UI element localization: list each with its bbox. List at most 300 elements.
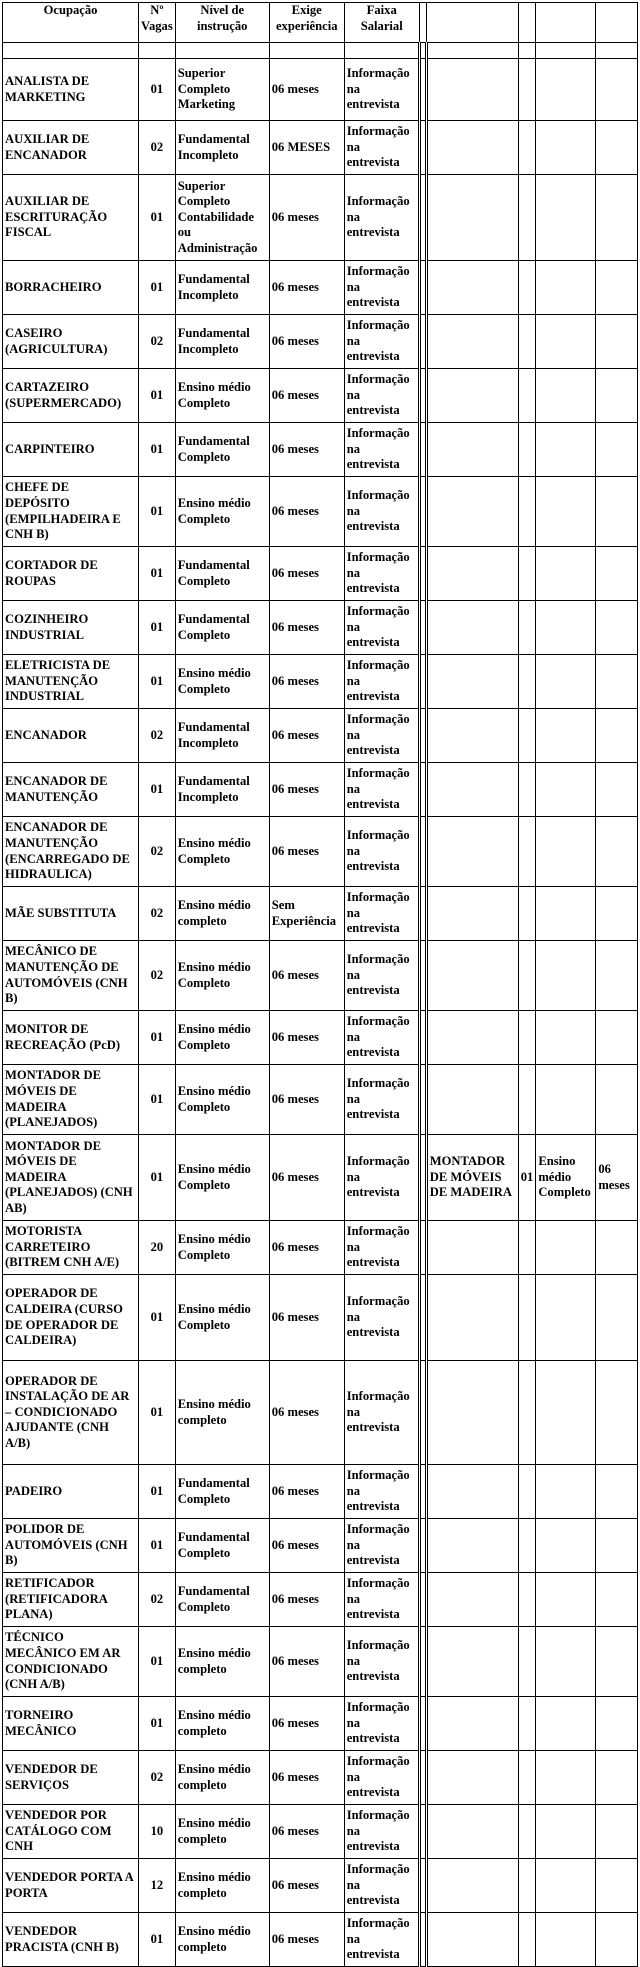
cell-faixa: Informação na entrevista — [344, 175, 419, 261]
cell-gap — [419, 1465, 426, 1519]
cell-vagas: 01 — [139, 1361, 176, 1465]
extra-cell-ocupacao — [426, 1859, 518, 1913]
extra-cell-experiencia — [596, 941, 638, 1011]
cell-vagas: 01 — [139, 1011, 176, 1065]
header-blank — [596, 3, 638, 43]
extra-cell-vagas — [518, 1275, 536, 1361]
table-row — [3, 941, 638, 1011]
table-row — [3, 1573, 638, 1627]
cell-experiencia: 06 meses — [269, 1519, 344, 1573]
extra-cell-experiencia — [596, 1751, 638, 1805]
cell-nivel: Ensino médio Completo — [175, 477, 269, 547]
cell-vagas: 02 — [139, 709, 176, 763]
spacer-cell — [3, 43, 139, 59]
cell-nivel: Ensino médio completo — [175, 1697, 269, 1751]
extra-cell-vagas — [518, 1697, 536, 1751]
extra-cell-ocupacao — [426, 1065, 518, 1135]
extra-cell-experiencia — [596, 1011, 638, 1065]
cell-experiencia: 06 MESES — [269, 121, 344, 175]
cell-experiencia: 06 meses — [269, 763, 344, 817]
extra-cell-ocupacao — [426, 1519, 518, 1573]
cell-nivel: Ensino médio Completo — [175, 1065, 269, 1135]
extra-cell-vagas — [518, 1573, 536, 1627]
cell-ocupacao: ENCANADOR DE MANUTENÇÃO — [3, 763, 139, 817]
extra-cell-ocupacao — [426, 1913, 518, 1967]
extra-cell-nivel — [536, 1697, 596, 1751]
extra-cell-experiencia — [596, 601, 638, 655]
table-header-row — [3, 3, 638, 43]
extra-cell-nivel — [536, 1913, 596, 1967]
cell-vagas: 01 — [139, 59, 176, 121]
extra-cell-experiencia — [596, 315, 638, 369]
cell-ocupacao: ELETRICISTA DE MANUTENÇÃO INDUSTRIAL — [3, 655, 139, 709]
extra-cell-vagas — [518, 817, 536, 887]
extra-cell-vagas — [518, 941, 536, 1011]
extra-cell-nivel — [536, 655, 596, 709]
extra-cell-experiencia — [596, 1627, 638, 1697]
table-row — [3, 477, 638, 547]
cell-gap — [419, 1859, 426, 1913]
extra-cell-vagas — [518, 1361, 536, 1465]
cell-gap — [419, 175, 426, 261]
cell-ocupacao: MONTADOR DE MÓVEIS DE MADEIRA (PLANEJADOS) (CNH AB) — [3, 1135, 139, 1221]
header-ocupacao: Ocupação — [3, 3, 139, 43]
cell-ocupacao: CARTAZEIRO (SUPERMERCADO) — [3, 369, 139, 423]
extra-cell-ocupacao — [426, 121, 518, 175]
cell-experiencia: Sem Experiência — [269, 887, 344, 941]
extra-cell-nivel — [536, 1361, 596, 1465]
cell-experiencia: 06 meses — [269, 709, 344, 763]
extra-cell-ocupacao — [426, 369, 518, 423]
extra-cell-nivel: Ensino médio Completo — [536, 1135, 596, 1221]
table-row — [3, 1135, 638, 1221]
cell-gap — [419, 261, 426, 315]
extra-cell-ocupacao — [426, 423, 518, 477]
cell-ocupacao: VENDEDOR DE SERVIÇOS — [3, 1751, 139, 1805]
extra-cell-ocupacao — [426, 547, 518, 601]
cell-nivel: Fundamental Completo — [175, 423, 269, 477]
extra-cell-vagas — [518, 601, 536, 655]
cell-vagas: 01 — [139, 547, 176, 601]
table-row — [3, 709, 638, 763]
cell-vagas: 20 — [139, 1221, 176, 1275]
extra-cell-vagas — [518, 261, 536, 315]
spacer-cell — [344, 43, 419, 59]
extra-cell-nivel — [536, 1065, 596, 1135]
cell-ocupacao: CASEIRO (AGRICULTURA) — [3, 315, 139, 369]
table-row — [3, 1221, 638, 1275]
cell-faixa: Informação na entrevista — [344, 369, 419, 423]
cell-experiencia: 06 meses — [269, 1135, 344, 1221]
extra-cell-ocupacao — [426, 1221, 518, 1275]
cell-nivel: Ensino médio Completo — [175, 1011, 269, 1065]
cell-ocupacao: ENCANADOR DE MANUTENÇÃO (ENCARREGADO DE HIDRAULICA) — [3, 817, 139, 887]
extra-cell-vagas — [518, 1065, 536, 1135]
table-row — [3, 1913, 638, 1967]
cell-vagas: 01 — [139, 1465, 176, 1519]
extra-cell-ocupacao — [426, 1275, 518, 1361]
cell-faixa: Informação na entrevista — [344, 601, 419, 655]
cell-ocupacao: OPERADOR DE INSTALAÇÃO DE AR – CONDICIONADO AJUDANTE (CNH A/B) — [3, 1361, 139, 1465]
extra-cell-nivel — [536, 1465, 596, 1519]
cell-ocupacao: POLIDOR DE AUTOMÓVEIS (CNH B) — [3, 1519, 139, 1573]
extra-cell-experiencia — [596, 1697, 638, 1751]
cell-faixa: Informação na entrevista — [344, 59, 419, 121]
cell-faixa: Informação na entrevista — [344, 121, 419, 175]
table-row — [3, 1361, 638, 1465]
cell-faixa: Informação na entrevista — [344, 1573, 419, 1627]
cell-nivel: Ensino médio Completo — [175, 817, 269, 887]
cell-experiencia: 06 meses — [269, 261, 344, 315]
header-blank — [518, 3, 536, 43]
extra-cell-vagas — [518, 1627, 536, 1697]
extra-cell-nivel — [536, 1519, 596, 1573]
extra-cell-nivel — [536, 1573, 596, 1627]
cell-gap — [419, 59, 426, 121]
table-row — [3, 817, 638, 887]
extra-cell-experiencia — [596, 59, 638, 121]
cell-gap — [419, 1275, 426, 1361]
cell-faixa: Informação na entrevista — [344, 1221, 419, 1275]
cell-ocupacao: CARPINTEIRO — [3, 423, 139, 477]
cell-ocupacao: AUXILIAR DE ENCANADOR — [3, 121, 139, 175]
extra-cell-ocupacao — [426, 763, 518, 817]
extra-cell-nivel — [536, 1751, 596, 1805]
cell-faixa: Informação na entrevista — [344, 1135, 419, 1221]
cell-gap — [419, 817, 426, 887]
cell-faixa: Informação na entrevista — [344, 1859, 419, 1913]
extra-cell-nivel — [536, 709, 596, 763]
cell-faixa: Informação na entrevista — [344, 423, 419, 477]
cell-vagas: 10 — [139, 1805, 176, 1859]
cell-faixa: Informação na entrevista — [344, 763, 419, 817]
cell-vagas: 01 — [139, 369, 176, 423]
extra-cell-experiencia — [596, 261, 638, 315]
cell-vagas: 02 — [139, 315, 176, 369]
extra-cell-ocupacao — [426, 477, 518, 547]
extra-cell-ocupacao — [426, 601, 518, 655]
cell-nivel: Ensino médio completo — [175, 1627, 269, 1697]
cell-gap — [419, 1221, 426, 1275]
extra-cell-vagas — [518, 369, 536, 423]
cell-nivel: Ensino médio completo — [175, 887, 269, 941]
cell-ocupacao: VENDEDOR POR CATÁLOGO COM CNH — [3, 1805, 139, 1859]
cell-experiencia: 06 meses — [269, 1573, 344, 1627]
cell-vagas: 01 — [139, 1065, 176, 1135]
extra-cell-experiencia — [596, 1221, 638, 1275]
extra-cell-experiencia — [596, 121, 638, 175]
cell-experiencia: 06 meses — [269, 1805, 344, 1859]
extra-cell-vagas — [518, 1011, 536, 1065]
extra-cell-experiencia — [596, 423, 638, 477]
extra-cell-nivel — [536, 261, 596, 315]
cell-gap — [419, 601, 426, 655]
cell-faixa: Informação na entrevista — [344, 1275, 419, 1361]
cell-experiencia: 06 meses — [269, 1751, 344, 1805]
extra-cell-vagas — [518, 547, 536, 601]
spacer-cell — [139, 43, 176, 59]
cell-nivel: Ensino médio completo — [175, 1859, 269, 1913]
table-row — [3, 315, 638, 369]
table-row — [3, 1805, 638, 1859]
extra-cell-nivel — [536, 1627, 596, 1697]
cell-gap — [419, 477, 426, 547]
table-row — [3, 59, 638, 121]
cell-ocupacao: MOTORISTA CARRETEIRO (BITREM CNH A/E) — [3, 1221, 139, 1275]
extra-cell-ocupacao — [426, 1697, 518, 1751]
cell-ocupacao: TÉCNICO MECÂNICO EM AR CONDICIONADO (CNH A/B) — [3, 1627, 139, 1697]
cell-ocupacao: VENDEDOR PORTA A PORTA — [3, 1859, 139, 1913]
table-row — [3, 121, 638, 175]
cell-experiencia: 06 meses — [269, 601, 344, 655]
cell-faixa: Informação na entrevista — [344, 1627, 419, 1697]
cell-nivel: Fundamental Completo — [175, 601, 269, 655]
cell-nivel: Ensino médio completo — [175, 1361, 269, 1465]
cell-ocupacao: TORNEIRO MECÂNICO — [3, 1697, 139, 1751]
cell-nivel: Fundamental Incompleto — [175, 709, 269, 763]
extra-cell-nivel — [536, 1011, 596, 1065]
cell-nivel: Ensino médio Completo — [175, 369, 269, 423]
spacer-cell — [269, 43, 344, 59]
cell-experiencia: 06 meses — [269, 941, 344, 1011]
spacer-cell — [536, 43, 596, 59]
cell-experiencia: 06 meses — [269, 1065, 344, 1135]
table-spacer-row — [3, 43, 638, 59]
extra-cell-ocupacao — [426, 1361, 518, 1465]
table-row — [3, 887, 638, 941]
table-row — [3, 1065, 638, 1135]
cell-gap — [419, 315, 426, 369]
cell-vagas: 01 — [139, 1913, 176, 1967]
extra-cell-vagas — [518, 887, 536, 941]
cell-nivel: Fundamental Completo — [175, 1519, 269, 1573]
spacer-cell — [175, 43, 269, 59]
extra-cell-nivel — [536, 887, 596, 941]
spacer-cell — [518, 43, 536, 59]
extra-cell-vagas — [518, 1913, 536, 1967]
cell-nivel: Superior Completo Contabilidade ou Administração — [175, 175, 269, 261]
header-experiencia: Exige experiência — [269, 3, 344, 43]
cell-faixa: Informação na entrevista — [344, 1519, 419, 1573]
cell-gap — [419, 1519, 426, 1573]
extra-cell-experiencia — [596, 547, 638, 601]
cell-gap — [419, 763, 426, 817]
cell-gap — [419, 121, 426, 175]
extra-cell-experiencia — [596, 887, 638, 941]
table-row — [3, 261, 638, 315]
cell-vagas: 01 — [139, 1627, 176, 1697]
spacer-cell — [419, 43, 426, 59]
cell-gap — [419, 547, 426, 601]
extra-cell-ocupacao — [426, 655, 518, 709]
cell-gap — [419, 887, 426, 941]
extra-cell-vagas — [518, 423, 536, 477]
cell-faixa: Informação na entrevista — [344, 1361, 419, 1465]
cell-vagas: 01 — [139, 175, 176, 261]
cell-vagas: 02 — [139, 817, 176, 887]
cell-gap — [419, 1135, 426, 1221]
cell-ocupacao: MECÂNICO DE MANUTENÇÃO DE AUTOMÓVEIS (CNH B) — [3, 941, 139, 1011]
cell-nivel: Fundamental Incompleto — [175, 763, 269, 817]
extra-cell-experiencia — [596, 1361, 638, 1465]
cell-experiencia: 06 meses — [269, 1275, 344, 1361]
spacer-cell — [596, 43, 638, 59]
extra-cell-nivel — [536, 1221, 596, 1275]
extra-cell-ocupacao — [426, 1751, 518, 1805]
extra-cell-ocupacao — [426, 315, 518, 369]
table-row — [3, 655, 638, 709]
cell-vagas: 01 — [139, 601, 176, 655]
cell-experiencia: 06 meses — [269, 1221, 344, 1275]
table-row — [3, 601, 638, 655]
cell-vagas: 01 — [139, 477, 176, 547]
cell-faixa: Informação na entrevista — [344, 1751, 419, 1805]
cell-nivel: Ensino médio completo — [175, 1805, 269, 1859]
cell-nivel: Ensino médio completo — [175, 1913, 269, 1967]
extra-cell-experiencia — [596, 709, 638, 763]
cell-experiencia: 06 meses — [269, 817, 344, 887]
extra-cell-experiencia — [596, 1275, 638, 1361]
extra-cell-vagas — [518, 59, 536, 121]
table-row — [3, 369, 638, 423]
header-blank — [426, 3, 518, 43]
header-blank — [419, 3, 426, 43]
extra-cell-ocupacao — [426, 1573, 518, 1627]
cell-nivel: Fundamental Incompleto — [175, 121, 269, 175]
extra-cell-nivel — [536, 817, 596, 887]
cell-experiencia: 06 meses — [269, 59, 344, 121]
extra-cell-experiencia — [596, 1065, 638, 1135]
extra-cell-nivel — [536, 175, 596, 261]
cell-gap — [419, 655, 426, 709]
extra-cell-vagas — [518, 1751, 536, 1805]
cell-faixa: Informação na entrevista — [344, 887, 419, 941]
extra-cell-ocupacao: MONTADOR DE MÓVEIS DE MADEIRA — [426, 1135, 518, 1221]
spacer-cell — [426, 43, 518, 59]
extra-cell-experiencia — [596, 1465, 638, 1519]
cell-ocupacao: MONITOR DE RECREAÇÃO (PcD) — [3, 1011, 139, 1065]
extra-cell-vagas — [518, 175, 536, 261]
cell-gap — [419, 1361, 426, 1465]
cell-experiencia: 06 meses — [269, 1011, 344, 1065]
cell-ocupacao: PADEIRO — [3, 1465, 139, 1519]
extra-cell-nivel — [536, 315, 596, 369]
extra-cell-experiencia — [596, 1913, 638, 1967]
cell-ocupacao: OPERADOR DE CALDEIRA (CURSO DE OPERADOR DE CALDEIRA) — [3, 1275, 139, 1361]
extra-cell-experiencia: 06 meses — [596, 1135, 638, 1221]
cell-gap — [419, 369, 426, 423]
header-nivel: Nível de instrução — [175, 3, 269, 43]
cell-experiencia: 06 meses — [269, 1465, 344, 1519]
cell-ocupacao: CORTADOR DE ROUPAS — [3, 547, 139, 601]
header-faixa: Faixa Salarial — [344, 3, 419, 43]
cell-experiencia: 06 meses — [269, 1859, 344, 1913]
extra-cell-vagas — [518, 477, 536, 547]
extra-cell-nivel — [536, 477, 596, 547]
extra-cell-ocupacao — [426, 1011, 518, 1065]
cell-experiencia: 06 meses — [269, 655, 344, 709]
cell-nivel: Ensino médio Completo — [175, 941, 269, 1011]
extra-cell-nivel — [536, 59, 596, 121]
cell-gap — [419, 1751, 426, 1805]
cell-nivel: Ensino médio completo — [175, 1751, 269, 1805]
table-body — [3, 59, 638, 1967]
cell-nivel: Ensino médio Completo — [175, 1135, 269, 1221]
cell-faixa: Informação na entrevista — [344, 1805, 419, 1859]
cell-gap — [419, 1627, 426, 1697]
extra-cell-experiencia — [596, 1859, 638, 1913]
extra-cell-nivel — [536, 1859, 596, 1913]
cell-vagas: 02 — [139, 941, 176, 1011]
cell-faixa: Informação na entrevista — [344, 1465, 419, 1519]
table-row — [3, 763, 638, 817]
extra-cell-vagas — [518, 315, 536, 369]
cell-nivel: Fundamental Completo — [175, 1573, 269, 1627]
table-row — [3, 1751, 638, 1805]
cell-vagas: 01 — [139, 1697, 176, 1751]
extra-cell-vagas — [518, 1805, 536, 1859]
header-vagas: Nº Vagas — [139, 3, 176, 43]
cell-gap — [419, 941, 426, 1011]
table-row — [3, 1011, 638, 1065]
extra-cell-ocupacao — [426, 175, 518, 261]
cell-gap — [419, 1065, 426, 1135]
extra-cell-nivel — [536, 601, 596, 655]
extra-cell-ocupacao — [426, 941, 518, 1011]
cell-faixa: Informação na entrevista — [344, 817, 419, 887]
extra-cell-nivel — [536, 121, 596, 175]
cell-vagas: 01 — [139, 1519, 176, 1573]
cell-faixa: Informação na entrevista — [344, 1065, 419, 1135]
cell-ocupacao: RETIFICADOR (RETIFICADORA PLANA) — [3, 1573, 139, 1627]
cell-nivel: Ensino médio Completo — [175, 1221, 269, 1275]
table-row — [3, 1465, 638, 1519]
extra-cell-nivel — [536, 1805, 596, 1859]
table-row — [3, 423, 638, 477]
cell-vagas: 01 — [139, 1275, 176, 1361]
cell-vagas: 01 — [139, 763, 176, 817]
cell-ocupacao: MÃE SUBSTITUTA — [3, 887, 139, 941]
extra-cell-vagas — [518, 709, 536, 763]
extra-cell-ocupacao — [426, 1465, 518, 1519]
cell-ocupacao: ANALISTA DE MARKETING — [3, 59, 139, 121]
cell-experiencia: 06 meses — [269, 1361, 344, 1465]
cell-nivel: Fundamental Incompleto — [175, 261, 269, 315]
extra-cell-ocupacao — [426, 887, 518, 941]
extra-cell-experiencia — [596, 175, 638, 261]
table-row — [3, 1697, 638, 1751]
document-page — [2, 2, 638, 1967]
cell-experiencia: 06 meses — [269, 477, 344, 547]
extra-cell-experiencia — [596, 369, 638, 423]
extra-cell-nivel — [536, 547, 596, 601]
cell-vagas: 01 — [139, 261, 176, 315]
cell-experiencia: 06 meses — [269, 547, 344, 601]
extra-cell-nivel — [536, 369, 596, 423]
cell-ocupacao: COZINHEIRO INDUSTRIAL — [3, 601, 139, 655]
cell-faixa: Informação na entrevista — [344, 477, 419, 547]
cell-ocupacao: BORRACHEIRO — [3, 261, 139, 315]
extra-cell-ocupacao — [426, 261, 518, 315]
cell-nivel: Ensino médio Completo — [175, 1275, 269, 1361]
extra-cell-experiencia — [596, 655, 638, 709]
cell-vagas: 02 — [139, 1573, 176, 1627]
cell-gap — [419, 1011, 426, 1065]
cell-vagas: 01 — [139, 655, 176, 709]
extra-cell-vagas — [518, 1519, 536, 1573]
cell-ocupacao: VENDEDOR PRACISTA (CNH B) — [3, 1913, 139, 1967]
cell-nivel: Fundamental Completo — [175, 547, 269, 601]
